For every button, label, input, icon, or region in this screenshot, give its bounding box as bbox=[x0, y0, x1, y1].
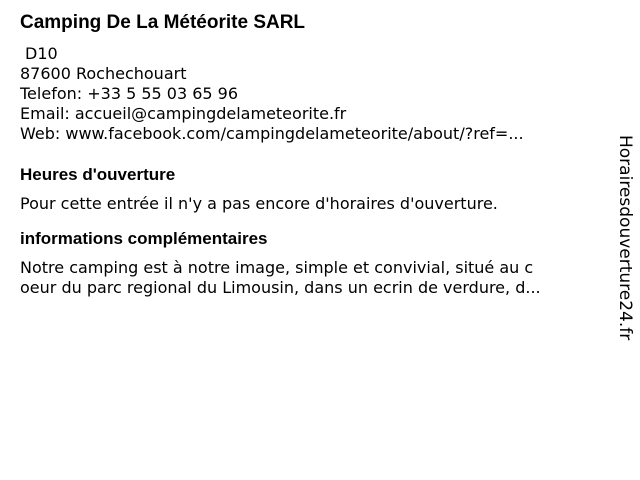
opening-hours-text: Pour cette entrée il n'y a pas encore d'horaires d'ouverture. bbox=[20, 194, 498, 213]
opening-hours-heading: Heures d'ouverture bbox=[20, 165, 176, 184]
site-brand-text: Horairesdouverture24.fr bbox=[615, 135, 635, 341]
address-line-1: D10 bbox=[25, 44, 58, 63]
email-line: Email: accueil@campingdelameteorite.fr bbox=[20, 104, 347, 123]
address-line-2: 87600 Rochechouart bbox=[20, 64, 187, 83]
additional-info-text bbox=[20, 258, 592, 298]
phone-line: Telefon: +33 5 55 03 65 96 bbox=[20, 84, 239, 103]
business-entry bbox=[20, 10, 600, 298]
site-brand-watermark bbox=[612, 135, 638, 375]
additional-info-heading: informations complémentaires bbox=[20, 229, 268, 248]
website-line: Web: www.facebook.com/campingdelameteorite/about/?ref=... bbox=[20, 124, 524, 143]
additional-info-line-1: Notre camping est à notre image, simple et convivial, situé au c bbox=[20, 258, 534, 277]
additional-info-line-2: oeur du parc regional du Limousin, dans un ecrin de verdure, d... bbox=[20, 278, 541, 297]
business-name: Camping De La Météorite SARL bbox=[20, 12, 306, 33]
